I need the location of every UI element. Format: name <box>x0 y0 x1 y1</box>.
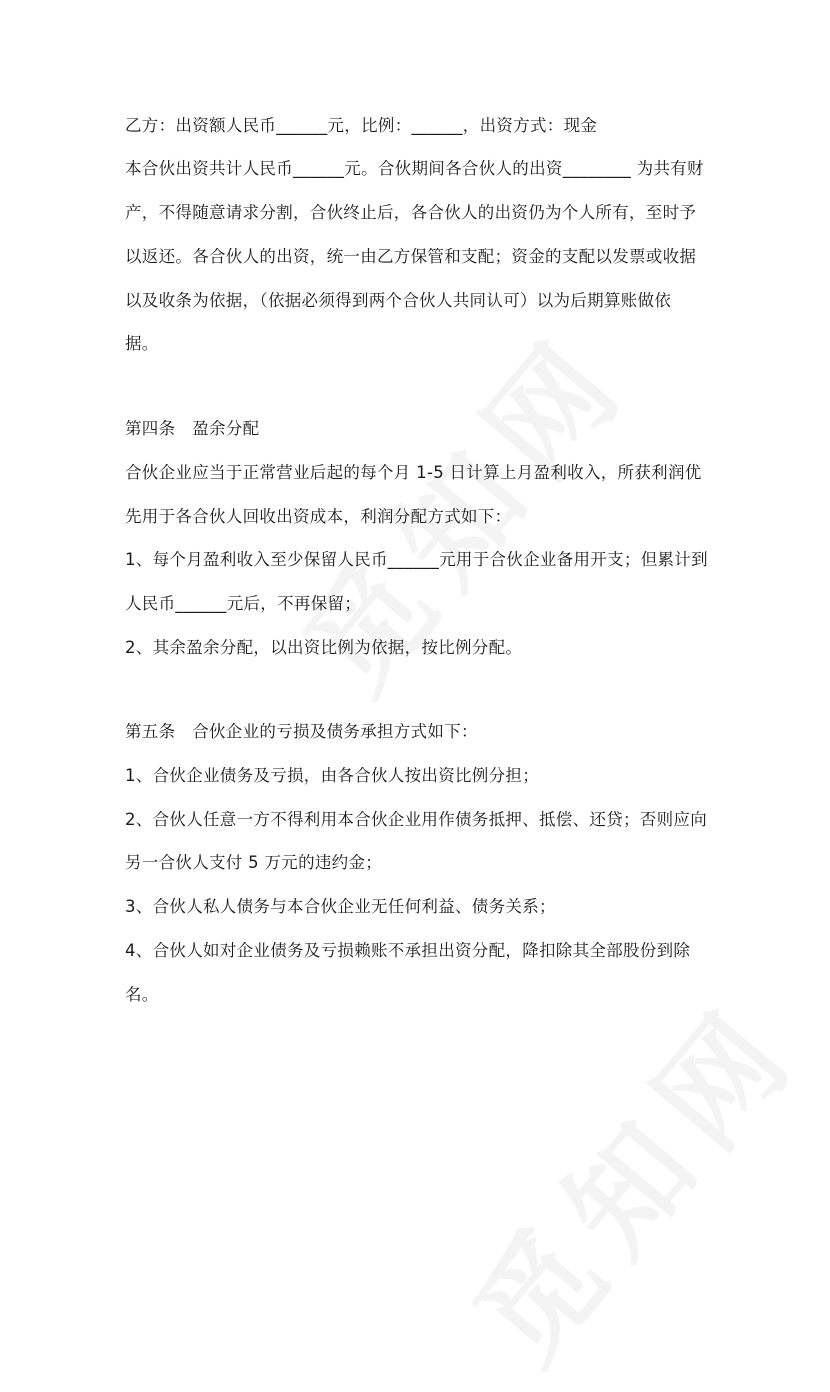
list-item: 3、合伙人私人债务与本合伙企业无任何利益、债务关系； <box>125 897 556 916</box>
list-item: 2、合伙人任意一方不得利用本合伙企业用作债务抵押、抵偿、还贷；否则应向 <box>125 810 707 829</box>
list-item: 1、每个月盈利收入至少保留人民币______元用于合伙企业备用开支；但累计到 <box>125 550 708 569</box>
list-item: 4、合伙人如对企业债务及亏损赖账不承担出资分配，降扣除其全部股份到除 <box>125 941 691 960</box>
paragraph-line: 以及收条为依据，（依据必须得到两个合伙人共同认可）以为后期算账做依 <box>125 291 672 310</box>
section-heading: 第五条 合伙企业的亏损及债务承担方式如下： <box>125 722 478 741</box>
paragraph-line: 合伙企业应当于正常营业后起的每个月 1-5 日计算上月盈利收入，所获利润优 <box>125 463 702 482</box>
paragraph-line: 据。 <box>125 334 159 353</box>
paragraph-line: 产，不得随意请求分割，合伙终止后，各合伙人的出资仍为个人所有，至时予 <box>125 203 697 222</box>
paragraph-line: 先用于各合伙人回收出资成本，利润分配方式如下： <box>125 507 512 526</box>
paragraph-line: 以返还。各合伙人的出资，统一由乙方保管和支配；资金的支配以发票或收据 <box>125 247 697 266</box>
list-item: 另一合伙人支付 5 万元的违约金； <box>125 853 383 872</box>
paragraph-line: 乙方：出资额人民币______元，比例：______，出资方式：现金 <box>125 116 598 135</box>
paragraph-line: 本合伙出资共计人民币______元。合伙期间各合伙人的出资________ 为共有财 <box>125 159 704 178</box>
list-item: 人民币______元后，不再保留； <box>125 594 362 613</box>
list-item: 名。 <box>125 985 159 1004</box>
list-item: 2、其余盈余分配，以出资比例为依据，按比例分配。 <box>125 638 523 657</box>
watermark <box>429 960 830 1392</box>
section-heading: 第四条 盈余分配 <box>125 419 260 438</box>
list-item: 1、合伙企业债务及亏损，由各合伙人按出资比例分担； <box>125 766 539 785</box>
